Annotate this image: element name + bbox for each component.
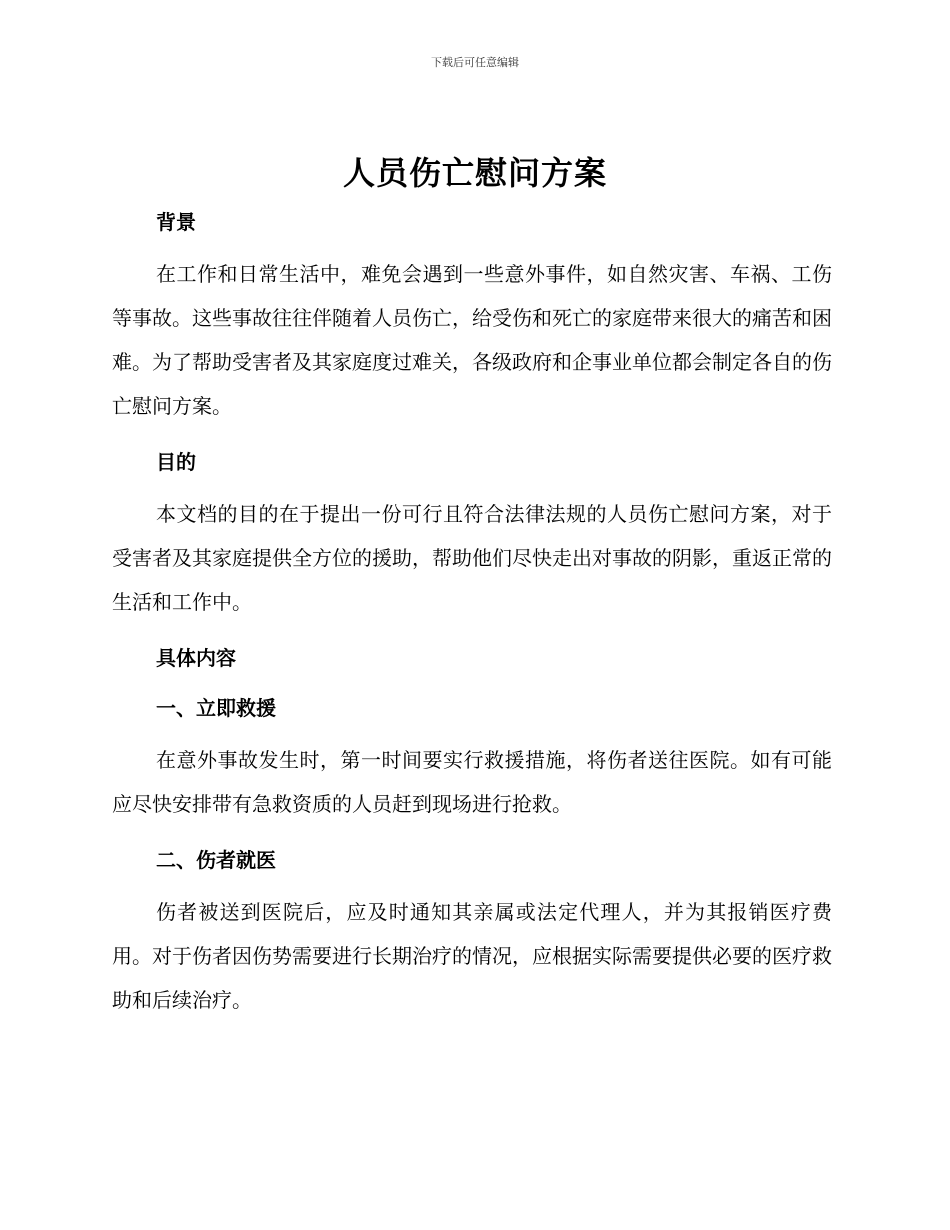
section-heading-purpose: 目的 xyxy=(156,450,196,474)
section-paragraph-medical: 伤者被送到医院后，应及时通知其亲属或法定代理人，并为其报销医疗费用。对于伤者因伤势需要进行长期治疗的情况，应根据实际需要提供必要的医疗救助和后续治疗。 xyxy=(112,900,832,1012)
section-heading-rescue: 一、立即救援 xyxy=(156,696,276,720)
section-heading-background: 背景 xyxy=(156,210,196,234)
document-title: 人员伤亡慰问方案 xyxy=(342,154,607,192)
section-heading-medical: 二、伤者就医 xyxy=(156,848,276,872)
section-paragraph-purpose: 本文档的目的在于提出一份可行且符合法律法规的人员伤亡慰问方案，对于受害者及其家庭提供全方位的援助，帮助他们尽快走出对事故的阴影，重返正常的生活和工作中。 xyxy=(112,502,832,614)
section-paragraph-rescue: 在意外事故发生时，第一时间要实行救援措施，将伤者送往医院。如有可能应尽快安排带有急救资质的人员赶到现场进行抢救。 xyxy=(112,748,832,816)
document-body xyxy=(112,206,832,1022)
header-note: 下载后可任意编辑 xyxy=(431,56,519,69)
section-paragraph-background: 在工作和日常生活中，难免会遇到一些意外事件，如自然灾害、车祸、工伤等事故。这些事故往往伴随着人员伤亡，给受伤和死亡的家庭带来很大的痛苦和困难。为了帮助受害者及其家庭度过难关，各级政府和企事业单位都会制定各自的伤亡慰问方案。 xyxy=(112,262,832,418)
section-heading-details: 具体内容 xyxy=(156,646,236,670)
